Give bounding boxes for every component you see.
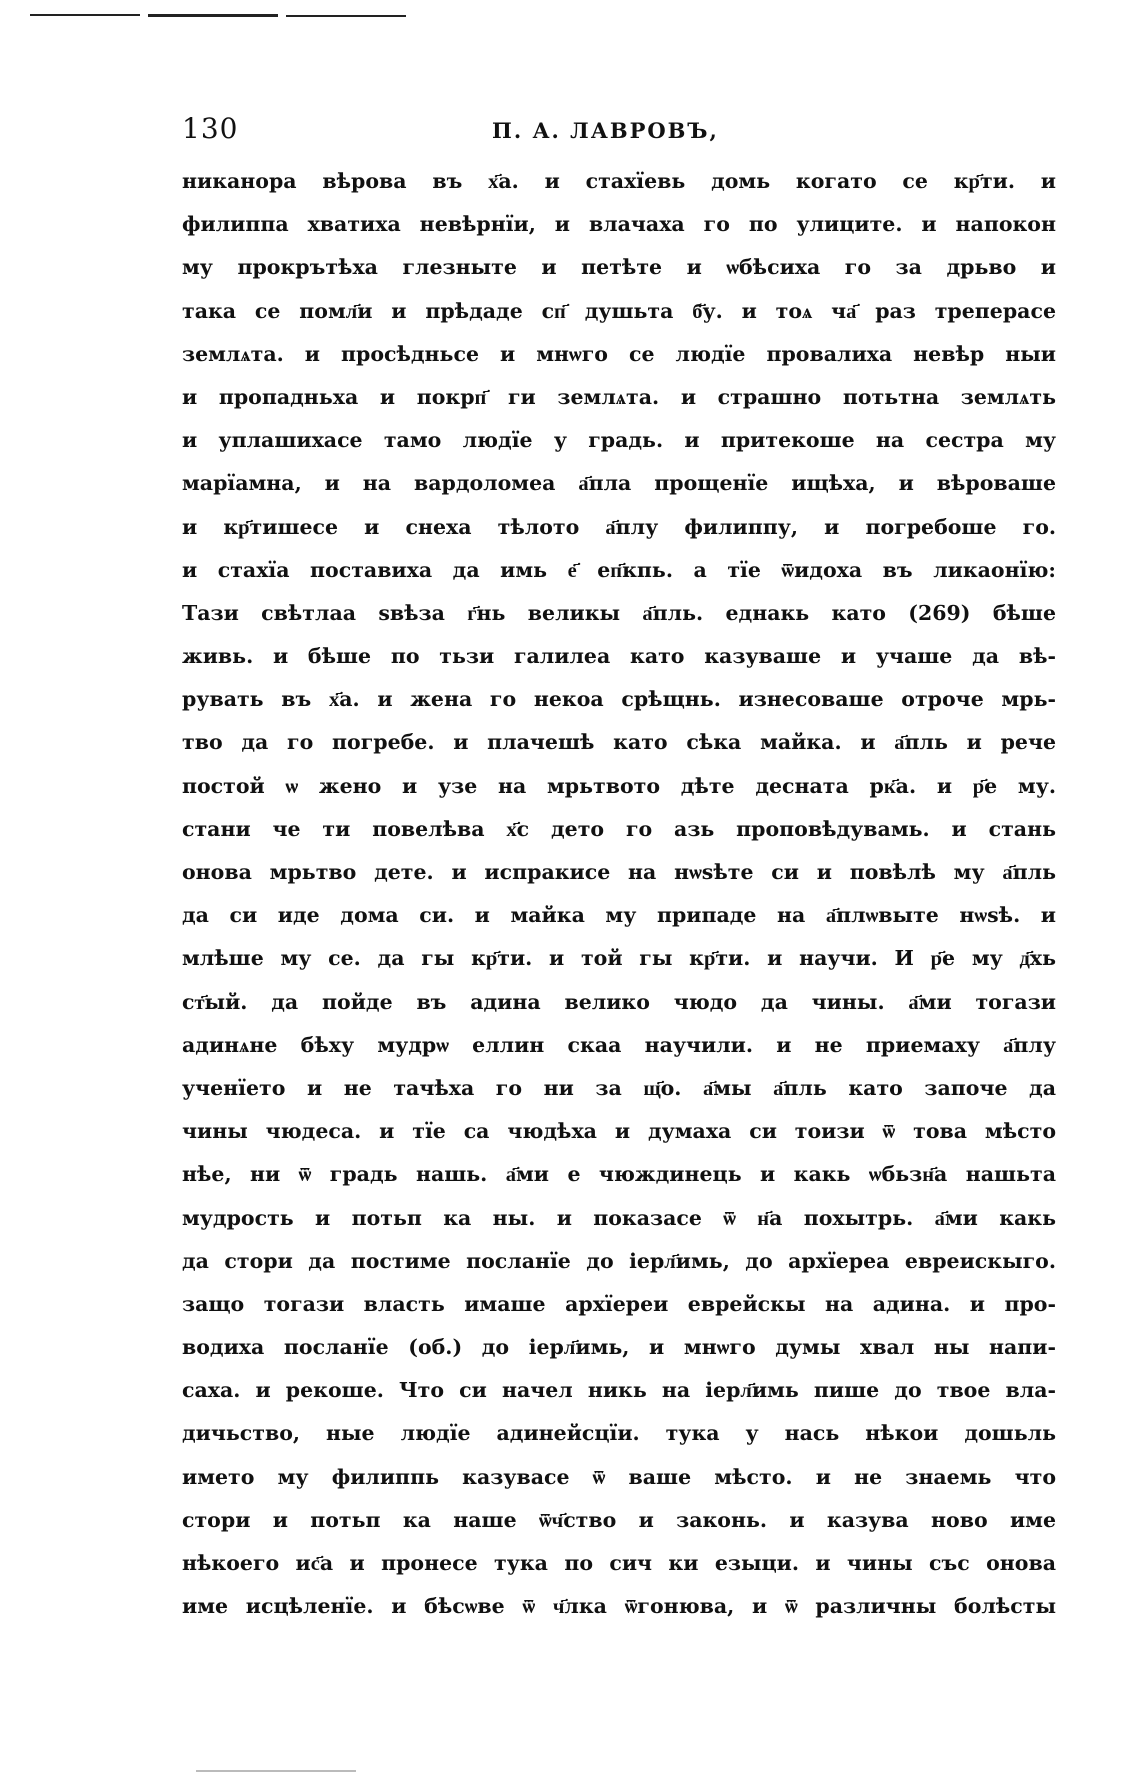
text-line: тво да го погребе. и плачешѣ като сѣка майка. и а҃пль и рече: [182, 730, 1056, 755]
text-line: името му филиппь казувасе ѿ ваше мѣсто. и не знаемь что: [182, 1464, 1056, 1489]
text-line: Тази свѣтлаа ѕвѣза г҃нь великы а҃пль. еднакь като (269) бѣше: [182, 600, 1056, 625]
text-line: така се помл҃и и прѣдаде сп҃ душьта б҃у. и тоѧ ча҃ раз трепераce: [182, 298, 1056, 323]
text-line: постой ѡ жено и узе на мрьтвото дѣте деснатa рк҃а. и р҃е му.: [182, 773, 1056, 798]
top-edge-rule: [286, 15, 406, 17]
text-line: стори и потьп ка наше ѿч҃ство и законь. и казува ново име: [182, 1507, 1056, 1532]
page-number: 130: [182, 112, 239, 145]
text-line: филиппа хватиха невѣрнїи, и влачаха го по улиците. и напокон: [182, 212, 1056, 237]
text-line: живь. и бѣше по тьзи галилеа като казуваше и учаше да вѣ-: [182, 644, 1056, 669]
page-header: [182, 104, 1056, 158]
text-line: и кр҃тишесе и снеха тѣлото а҃плу филиппу, и погребоше го.: [182, 514, 1056, 539]
text-line: и пропадньха и покрп҃ ги землѧта. и страшно потьтна землѧть: [182, 384, 1056, 409]
text-line: никанора вѣрова въ х҃а. и стахїевь домь когато се кр҃ти. и: [182, 169, 1056, 193]
text-line: водиха посланїе (об.) до іерл҃имь, и мнѡго думы хвал ны напи-: [182, 1335, 1056, 1360]
top-edge-rule: [30, 14, 140, 16]
text-line: млѣше му се. да гы кр҃ти. и той гы кр҃ти. и научи. И р҃е му д҃хь: [182, 946, 1056, 971]
text-line: му прокрътѣха глезныте и петѣте и ѡбѣсиха го за дрьво и: [182, 255, 1056, 280]
text-line: нѣкоего ис҃а и пронесе тука по сич ки езыци. и чины със онова: [182, 1551, 1056, 1575]
text-line: рувать въ х҃а. и жена го некоа срѣщнь. изнесоваше отроче мрь-: [182, 687, 1056, 712]
running-head: П. А. ЛАВРОВЪ,: [492, 118, 719, 143]
text-line: землѧта. и просѣдньсе и мнѡго се людїе провалиха невѣр ныи: [182, 341, 1056, 366]
text-line: нѣе, ни ѿ градь нашь. а҃ми е чюждинець и какь ѡбьзн҃а нашьта: [182, 1162, 1056, 1187]
text-line: мудрость и потьп ка ны. и показасе ѿ н҃а похытрь. а҃ми какь: [182, 1205, 1056, 1230]
text-line: адинѧне бѣху мудрѡ еллин скаа научили. и не приемаху а҃плу: [182, 1032, 1056, 1057]
book-page: [182, 104, 1056, 1628]
text-line: да си иде дома си. и майка му припаде на а҃плѡвыте нѡѕѣ. и: [182, 903, 1056, 928]
text-line: дичьство, ные людїе адинейсцїи. тука у нась нѣкои дошьль: [182, 1421, 1056, 1446]
text-line: ученїето и не тачѣха го ни за щ҃о. а҃мы а҃пль като започе да: [182, 1075, 1056, 1100]
text-line: да стори да постиме посланїе до іерл҃имь, до архїереа евреискыго.: [182, 1248, 1056, 1273]
text-line: и уплашихасе тамо людїе у градь. и притекоше на сестра му: [182, 428, 1056, 453]
text-line: чины чюдеса. и тїе са чюдѣха и думаха си тоизи ѿ това мѣсто: [182, 1119, 1056, 1144]
text-line: ст҃ый. да пойде въ адина велико чюдо да чины. а҃ми тогази: [182, 989, 1056, 1014]
body-text: [182, 160, 1056, 1628]
text-line: марїамна, и на вардоломеа а҃пла прощенїе ищѣха, и вѣроваше: [182, 471, 1056, 496]
text-line: защо тогази власть имаше архїереи еврейскы на адина. и про-: [182, 1291, 1056, 1316]
text-line: онова мрьтво дете. и испракисе на нѡѕѣте си и повѣлѣ му а҃пль: [182, 860, 1056, 884]
bottom-edge-mark: [196, 1770, 356, 1772]
top-edge-rule: [148, 14, 278, 17]
text-line: и стахїа поставиха да имь е҃ еп҃кпь. а тїе ѿидоха въ ликаонїю:: [182, 557, 1056, 582]
text-line: стани че ти повелѣва х҃с дето го азь проповѣдувамь. и стань: [182, 816, 1056, 841]
text-line: саха. и рекоше. Что си начел никь на іерл҃имь пише до твое вла-: [182, 1378, 1056, 1403]
text-line: име исцѣленїе. и бѣсѡве ѿ ч҃лка ѿгонюва, и ѿ различны болѣсты: [182, 1594, 1056, 1619]
